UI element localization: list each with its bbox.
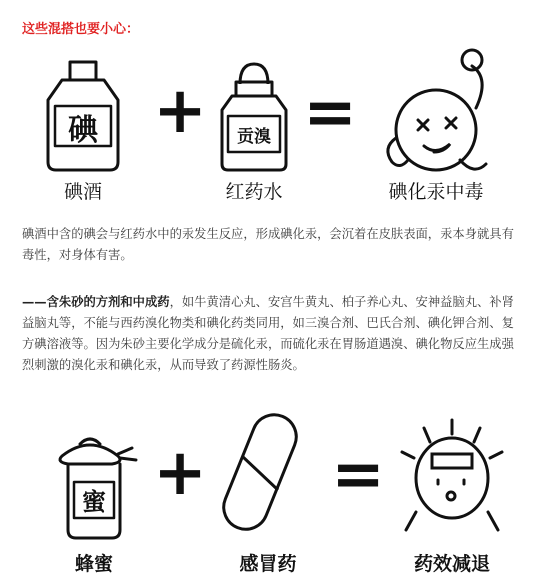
section-heading: 这些混搭也要小心： — [22, 22, 140, 37]
equation2-item2-label: 感冒药 — [239, 553, 297, 575]
paragraph-2-bold: ——含朱砂的方剂和中成药 — [22, 295, 170, 309]
iodine-bottle-text: 碘 — [68, 113, 98, 148]
plus-sign-2: + — [153, 436, 207, 510]
paragraph-2-rest: ，如牛黄清心丸、安宫牛黄丸、柏子养心丸、安神益脑丸、补肾益脑丸等，不能与西药溴化物类和碘化药类同用，如三溴合剂、巴氏合剂、碘化钾合剂、复方碘溶液等。因为朱砂主要化学成分是硫化汞，而硫化汞在胃肠道遇溴、碘化物反应生成强烈刺激的溴化汞和碘化汞，从而导致了药源性肠炎。 — [22, 295, 514, 372]
equation1-result-label: 碘化汞中毒 — [388, 181, 484, 203]
paragraph-2 — [22, 292, 522, 376]
equation1-item2-label: 红药水 — [225, 181, 283, 203]
equation-1-illustration — [0, 48, 535, 206]
paragraph-1: 碘酒中含的碘会与红药水中的汞发生反应，形成碘化汞，会沉着在皮肤表面，汞本身就具有毒性，对身体有害。 — [22, 227, 514, 262]
poisoned-character-icon — [388, 50, 486, 170]
plus-sign-1: + — [153, 74, 207, 148]
equation1-item1-label: 碘酒 — [63, 181, 103, 203]
equation2-item1-label: 蜂蜜 — [74, 553, 114, 575]
mercurochrome-bottle-icon — [222, 64, 286, 170]
equals-sign-1: = — [303, 76, 357, 150]
capsule-icon — [217, 408, 303, 536]
mercurochrome-bottle-text: 贡溴 — [237, 127, 271, 147]
honey-jar-text: 蜜 — [82, 488, 106, 516]
weakened-character-icon — [402, 420, 502, 530]
equals-sign-2: = — [331, 438, 385, 512]
equation2-result-label: 药效减退 — [413, 553, 491, 575]
equation-2-illustration — [0, 398, 535, 584]
